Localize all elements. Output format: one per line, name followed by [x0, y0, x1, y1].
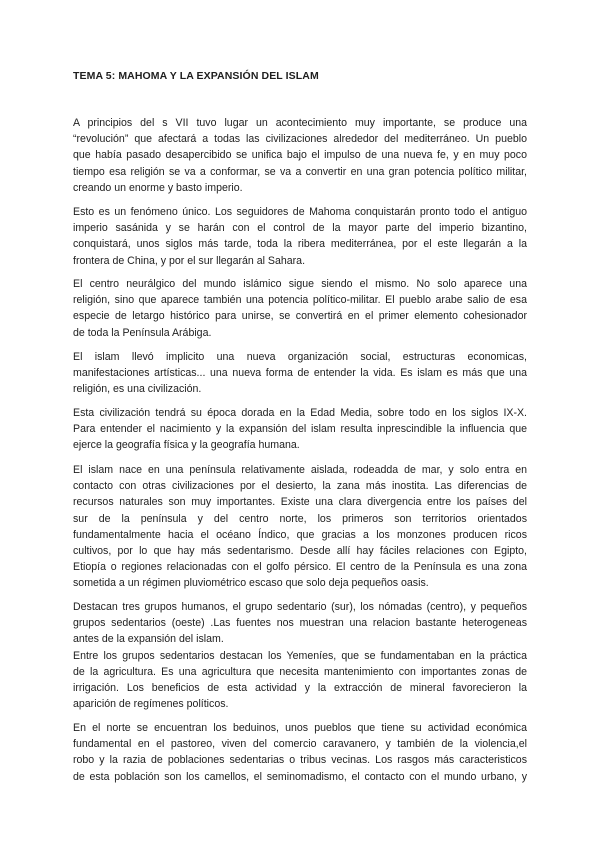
- text-line: antes de la expansión del islam.: [73, 633, 224, 646]
- text-line: aparición de regímenes políticos.: [73, 698, 229, 711]
- text-line: fundamental en el pastoreo, viven del comercio caravanero, y también de la violencia,el: [73, 738, 527, 751]
- text-line: grupos sedentarios (oeste) .Las fuentes nos muestran una relacion bastante heterogeneas: [73, 617, 527, 630]
- text-line: Esta civilización tendrá su época dorada en la Edad Media, sobre todo en los siglos IX-X.: [73, 407, 527, 419]
- paragraph-5: [73, 405, 527, 454]
- paragraph-4: [73, 349, 527, 398]
- text-line: especie de letargo histórico para unirse, se convertirá en el primer elemento cohesionador: [73, 310, 527, 323]
- text-line: “revolución” que afectará a todas las civilizaciones alrededor del mediterráneo. Un pueblo: [73, 133, 527, 146]
- text-line: frontera de China, y por el sur llegarán al Sahara.: [73, 254, 306, 267]
- text-line: tiempo esa religión se va a conformar, se va a convertir en una gran potencia político militar,: [73, 165, 527, 178]
- paragraph-6: [73, 462, 527, 592]
- text-line: Esto es un fenómeno único. Los seguidores de Mahoma conquistarán pronto todo el antiguo: [73, 206, 527, 218]
- text-line: A principios del s VII tuvo lugar un acontecimiento muy importante, se produce una: [73, 117, 527, 129]
- text-line: de toda la Península Arábiga.: [73, 326, 212, 339]
- text-line: de esta población son los camellos, el seminomadismo, el contacto con el mundo urbano, y: [73, 770, 527, 783]
- text-line: contacto con otras civilizaciones por el desierto, la zana más inostita. Las diferencias de: [73, 480, 527, 493]
- text-line: sometida a un régimen pluviométrico escaso que solo deja pequeños oasis.: [73, 577, 429, 590]
- paragraph-1: [73, 115, 527, 196]
- text-line: religión, es una civilización.: [73, 383, 202, 396]
- text-line: de la agricultura. Es una agricultura que necesita mantenimiento con importantes zonas de: [73, 665, 527, 678]
- text-line: Destacan tres grupos humanos, el grupo sedentario (sur), los nómadas (centro), y pequeños: [73, 601, 527, 613]
- text-line: El islam llevó implicito una nueva organización social, estructuras economicas,: [73, 351, 527, 363]
- text-line: conquistará, unos siglos más tarde, toda la ribera mediterránea, por el este llegarán a la: [73, 238, 527, 251]
- text-line: recursos naturales son muy importantes. Existe una clara divergencia entre los países del: [73, 496, 527, 509]
- text-line: ejerce la geografía física y la geografía humana.: [73, 439, 300, 452]
- paragraph-2: [73, 204, 527, 269]
- text-line: Etiopía o regiones relacionadas con el golfo pérsico. El centro de la Península es una zona: [73, 561, 527, 574]
- text-line: irrigación. Los beneficios de esta actividad y la extracción de mineral favorecieron la: [73, 682, 527, 695]
- text-line: En el norte se encuentran los beduinos, unos pueblos que tiene su actividad económica: [73, 722, 527, 734]
- text-line: fundamentalmente hacia el océano Índico, que gracias a los monzones producen ricos: [73, 528, 527, 541]
- text-line: manifestaciones artísticas... una nueva forma de entender la vida. Es islam es más que una: [73, 367, 527, 380]
- text-line: imperio sasánida y se harán con el control de la mayor parte del imperio bizantino,: [73, 222, 527, 235]
- text-line: El centro neurálgico del mundo islámico sigue siendo el mismo. No solo aparece una: [73, 278, 527, 290]
- paragraph-3: [73, 276, 527, 341]
- text-line: creando un enorme y basto imperio.: [73, 181, 243, 194]
- text-line: Para entender el nacimiento y la expansión del islam resulta inprescindible la influencia que: [73, 423, 527, 436]
- paragraph-7: [73, 599, 527, 712]
- document-title: TEMA 5: MAHOMA Y LA EXPANSIÓN DEL ISLAM: [73, 70, 319, 82]
- text-line: Entre los grupos sedentarios destacan los Yemeníes, que se fundamentaban en la práctica: [73, 649, 527, 662]
- text-line: que había pasado desapercibido se unifica bajo el impulso de una nueva fe, y en muy poco: [73, 149, 527, 162]
- text-line: robo y la razia de poblaciones sedentarias o tribus vecinas. Los rasgos más caracteristicos: [73, 754, 527, 767]
- text-line: El islam nace en una península relativamente aislada, rodeadda de mar, y solo entra en: [73, 464, 527, 476]
- text-line: religión, sino que aparece también una potencia político-militar. El pueblo arabe salio de esa: [73, 294, 527, 307]
- text-line: cultivos, por lo que hay más sedentarismo. Desde allí hay fáciles relaciones con Egipto,: [73, 545, 527, 558]
- text-line: sur de la península y del centro norte, los primeros son territorios orientados: [73, 512, 527, 525]
- paragraph-8: [73, 720, 527, 785]
